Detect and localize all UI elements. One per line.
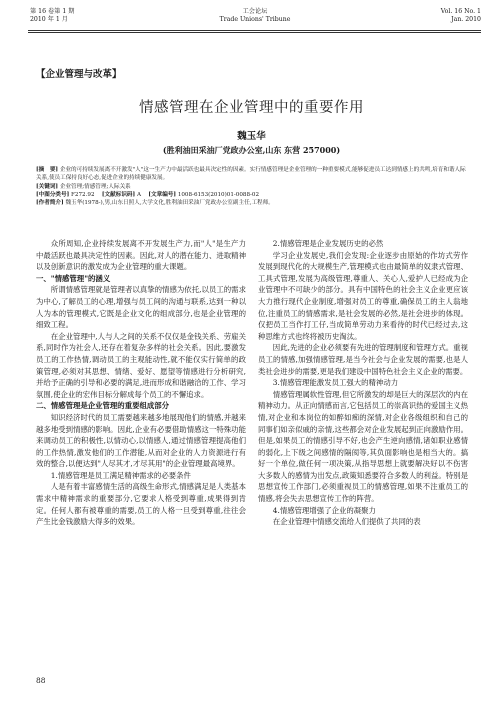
bio-text: 魏玉华(1978-),男,山东日照人,大学文化,胜利油田采油厂党政办公室副主任,工程师。 — [65, 200, 274, 207]
journal-date-en: Jan. 2010 — [451, 16, 481, 23]
keywords-label: [关键词] — [36, 183, 59, 190]
paragraph: 众所周知,企业持续发展离不开发展生产力,而"人"是生产力中最活跃也最具决定性的因素。因此,对人的潜在能力、进取精神以及创新意识的激发成为企业管理的重大课题。 — [36, 239, 246, 272]
article-metadata — [36, 166, 466, 207]
keywords-text: 企业管理;情感管理;人际关系 — [59, 183, 131, 190]
paragraph: 学习企业发展史,我们会发现:企业逐步由原始的作坊式劳作发展到现代化的大规模生产,管理模式也由最简单的奴隶式管理、工具式管理,发展为高级管理,尊重人、关心人,爱护人已经成为企业管理中不可缺少的部分。具有中国特色的社会主义企业更应该大力推行现代企业制度,增强对员工的尊重,确保员工的主人翁地位,注重员工的情感需求,是社会发展的必然,是社会进步的体现。仅把员工当作打工仔,当成简单劳动力来看待的时代已经过去,这种思维方式也终将被历史淘汰。 — [258, 250, 468, 341]
class-text: F272.92 — [71, 191, 95, 198]
journal-volume-info — [30, 8, 74, 24]
section-heading: 一、"情感管理"的涵义 — [36, 273, 111, 283]
paragraph: 因此,先进的企业必须要有先进的管理制度和管理方式。重视员工的情感,加强情感管理,是当今社会与企业发展的需要,也是人类社会进步的需要,更是我们建设中国特色社会主义企业的需要。 — [258, 343, 468, 376]
keywords — [36, 183, 466, 191]
bio-label: [作者简介] — [36, 200, 64, 207]
author-affiliation: (胜利油田采油厂党政办公室,山东 东营 257000) — [162, 145, 341, 155]
journal-name-cn: 工会论坛 — [242, 8, 268, 15]
header-rule-thin — [28, 32, 481, 33]
abstract-text: 企业的可持续发展离不开激发"人"这一生产力中最活跃也最具决定性的因素。实行情感管理是企业管理的一种重要模式,能够促进员工达到情感上的共鸣,培育和谐人际关系,使员工保持良好心态,促进企业的持续健康发展。 — [36, 167, 466, 182]
journal-volume: 第 16 卷第 1 期 — [30, 8, 75, 15]
journal-name-en: Trade Unions' Tribune — [219, 16, 291, 23]
paragraph: 所谓情感管理就是管理者以真挚的情感为依托,以员工的需求为中心,了解员工的心理,增强与员工间的沟通与联系,达到一种以人为本的管理模式,它既是企业文化的组成部分,也是企业管理的细致工程。 — [36, 285, 246, 330]
abstract-label: [摘 要] — [36, 167, 59, 173]
articleno-label: [文章编号] — [148, 191, 177, 198]
subheading: 3.情感管理能激发员工强大的精神动力 — [272, 378, 399, 388]
journal-name-block — [180, 8, 330, 24]
paragraph: 人是有着丰富感情生活的高级生命形式,情感满足是人类基本需求中精神需求的重要部分,它要求人格受到尊重,成果得到肯定。任何人都有被尊重的需要,员工的人格一旦受到尊重,往往会产生比金钱激励大得多的效果。 — [36, 482, 246, 527]
journal-date: 2010 年 1 月 — [30, 16, 68, 23]
journal-volume-en: Vol. 16 No. 1 — [440, 8, 481, 15]
abstract — [36, 166, 466, 183]
paragraph: 在企业管理中情感交流给人们提供了共同的表 — [272, 517, 421, 527]
paragraph: 情感管理属软性管理,但它所激发的却是巨大的深层次的内在精神动力。从正向情感而言,它包括员工的崇高识热的爱国主义热情,对企业和本岗位的如醉如痴的深情,对企业各级组织和自己的同事们如亲似戚的亲情,这些都会对企业发展起到正向激励作用。但是,如果员工的情感引导不好,也会产生逆向感情,诸如职业感情的弱化,上下级之间感情的隔阂等,其负面影响也是相当大的。搞好一个单位,做任何一项决策,从指导思想上就要解决好以不伤害大多数人的感情为出发点,政策知悉要符合多数人的利益。特别是思想宣传工作部门,必须重视员工的情感管理,如果不注重员工的情感,将会失去思想宣传工作的阵营。 — [258, 389, 468, 504]
doccode-text: A — [136, 191, 141, 198]
author-bio — [36, 199, 466, 207]
paragraph: 在企业管理中,人与人之间的关系不仅仅是金钱关系、劳雇关系,同时作为社会人,还存在着复杂多样的社会关系。因此,要激发员工的工作热情,调动员工的主观能动性,就不能仅实行简单的政策管理,必须对其思想、情绪、爱好、愿望等情感进行分析研究,并给予正确的引导和必要的满足,进而形成和谐融洽的工作、学习氛围,使企业的宏伟目标分解成每个员工的不懈追求。 — [36, 331, 246, 399]
subheading: 4.情感管理增强了企业的凝聚力 — [272, 505, 376, 515]
class-label: [中图分类号] — [36, 191, 70, 198]
journal-volume-info-en — [441, 8, 481, 24]
header-rule — [28, 30, 481, 31]
doccode-label: [文献标识码] — [101, 191, 136, 198]
right-column — [258, 238, 468, 528]
article-author: 魏玉华 — [237, 131, 266, 142]
articleno-text: 1008-6153(2010)01-0088-02 — [177, 191, 260, 198]
left-column — [36, 238, 246, 528]
paragraph: 知识经济时代的员工需要越来越多地展现他们的情感,并越来越多地受到情感的影响。因此,企业有必要借助情感这一特殊功能来调动员工的积极性,以情动心,以情感人,通过情感管理提高他们的工作热情,激发他们的工作潜能,从而对企业的人力资源进行有效的整合,以便达到"人尽其才,才尽其用"的企业管理最高境界。 — [36, 412, 246, 469]
page-number: 88 — [36, 676, 46, 685]
article-title: 情感管理在企业管理中的重要作用 — [139, 100, 364, 116]
subheading: 1.情感管理是员工满足精神需求的必要条件 — [50, 470, 191, 480]
subheading: 2.情感管理是企业发展历史的必然 — [272, 239, 384, 248]
section-heading: 二、情感管理是企业管理的重要组成部分 — [36, 401, 170, 411]
section-label: 【企业管理与改革】 — [36, 69, 122, 80]
classification — [36, 191, 466, 199]
